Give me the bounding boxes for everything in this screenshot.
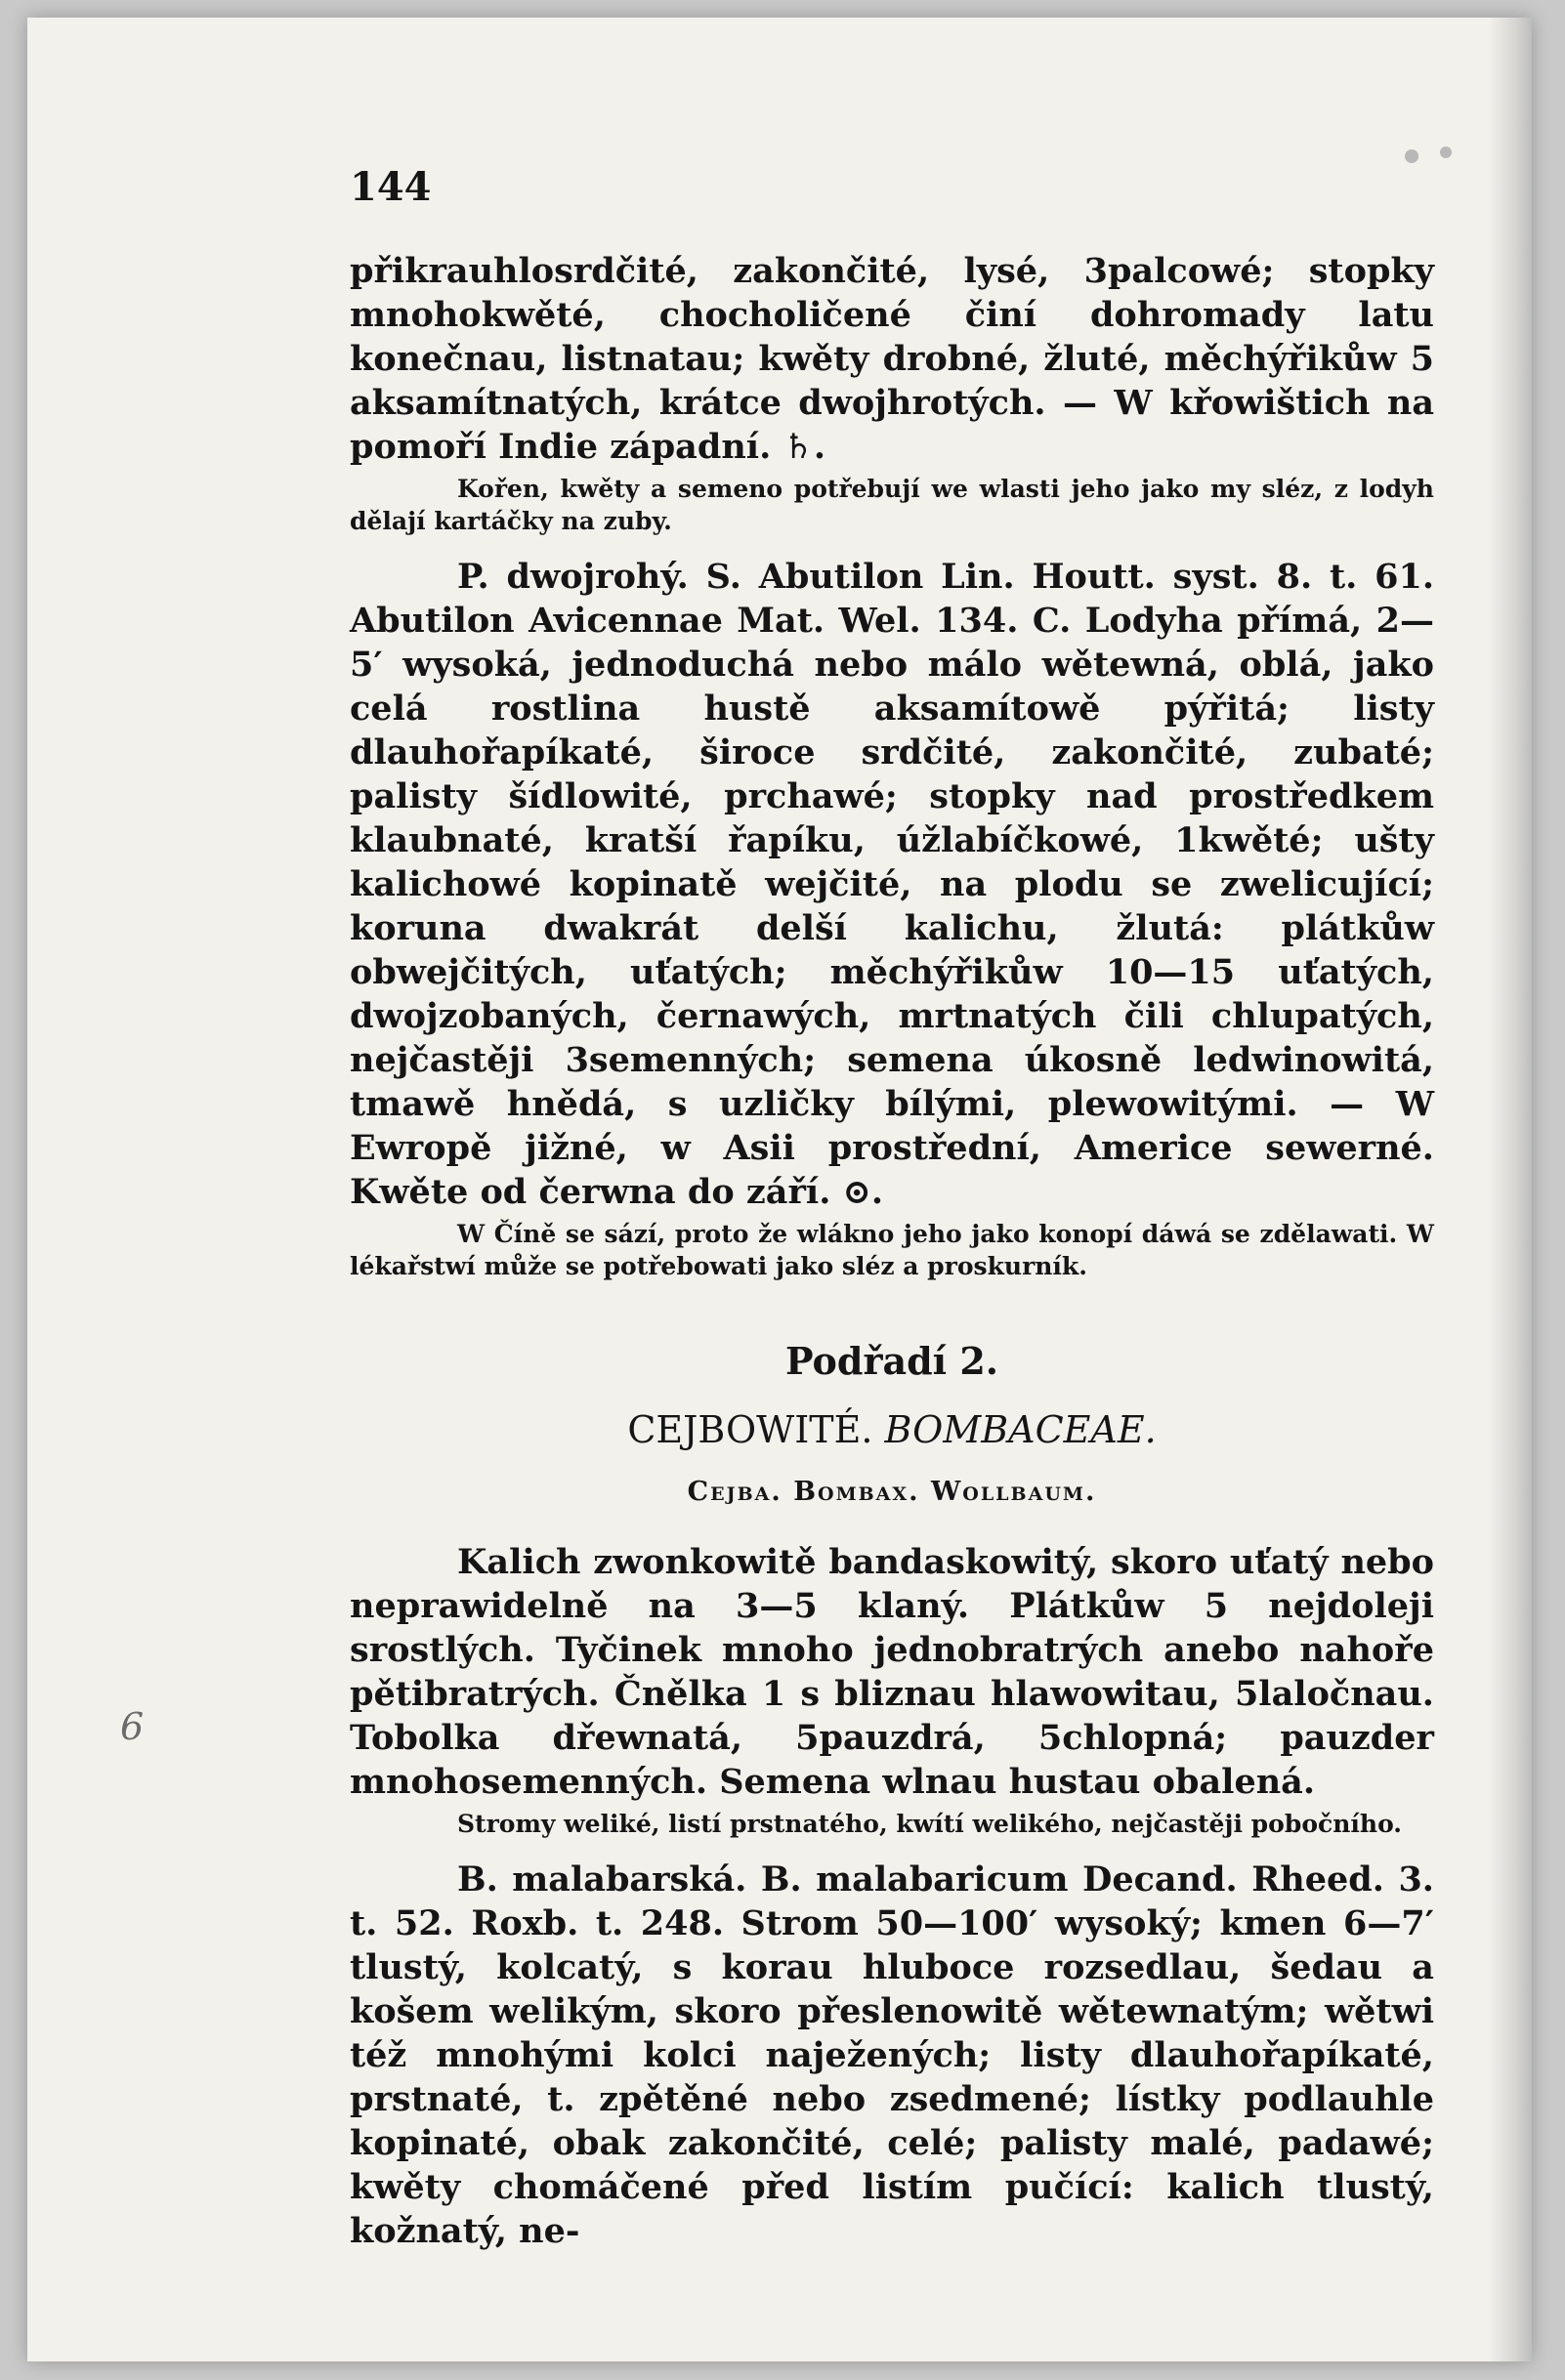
page-number: 144 <box>350 164 432 210</box>
note-usage-2: W Číně se sází, proto že wlákno jeho jako konopí dáwá se zdělawati. W lékařstwí může se potřebowati jako sléz a proskurník. <box>350 1220 1434 1280</box>
genus-heading: Cejba. Bombax. Wollbaum. <box>687 1477 1097 1507</box>
margin-handwritten-mark: 6 <box>120 1705 145 1748</box>
paragraph-continuation: přikrauhlosrdčité, zakončité, lysé, 3palcowé; stopky mnohokwěté, chocholičené činí dohromady latu konečnau, listnatau; kwěty drobné, žluté, měchýřikůw 5 aksamítnatých, krátce dwojhrotých. — W křowištich na pomoří Indie západní. ♄. <box>350 251 1434 467</box>
paragraph-species-bombax: B. malabarská. B. malabaricum Decand. Rheed. 3. t. 52. Roxb. t. 248. Strom 50—100′ wysoký; kmen 6—7′ tlustý, kolcatý, s korau hluboce rozsedlau, šedau a košem welikým, skoro přeslenowitě wětewnatým; wětwi též mnohými kolci naježených; listy dlauhořapíkaté, prstnaté, t. zpětěné nebo zsedmené; lístky podlauhle kopinaté, obak zakončité, celé; palisty malé, padawé; kwěty chomáčené před listím pučící: kalich tlustý, kožnatý, ne- <box>350 1859 1434 2251</box>
book-page <box>27 18 1532 2361</box>
page-edge-shadow <box>1489 18 1532 2361</box>
family-name-latin: BOMBACEAE. <box>884 1408 1157 1451</box>
paragraph-species-abutilon: P. dwojrohý. S. Abutilon Lin. Houtt. syst. 8. t. 61. Abutilon Avicennae Mat. Wel. 134. C. Lodyha přímá, 2—5′ wysoká, jednoduchá nebo málo wětewná, oblá, jako celá rostlina hustě aksamítowě pýřitá; listy dlauhořapíkaté, široce srdčité, zakončité, zubaté; palisty šídlowité, prchawé; stopky nad prostředkem klaubnaté, kratší řapíku, úžlabíčkowé, 1kwěté; ušty kalichowé kopinatě wejčité, na plodu se zwelicující; koruna dwakrát delší kalichu, žlutá: plátkůw obwejčitých, uťatých; měchýřikůw 10—15 uťatých, dwojzobaných, černawých, mrtnatých čili chlupatých, nejčastěji 3semenných; semena úkosně ledwinowitá, tmawě hnědá, s uzličky bílými, plewowitými. — W Ewropě jižné, w Asii prostřední, Americe sewerné. Kwěte od čerwna do září. ⊙. <box>350 557 1434 1212</box>
paragraph-genus-description: Kalich zwonkowitě bandaskowitý, skoro uťatý nebo neprawidelně na 3—5 klaný. Plátkůw 5 nejdoleji srostlých. Tyčinek mnoho jednobratrých anebo nahoře pětibratrých. Čnělka 1 s bliznau hlawowitau, 5laločnau. Tobolka dřewnatá, 5pauzdrá, 5chlopná; pauzder mnohosemenných. Semena wlnau hustau obalená. <box>350 1542 1434 1802</box>
paper-spot <box>1440 146 1452 158</box>
family-heading <box>350 1408 1434 1451</box>
subdivision-heading: Podřadí 2. <box>784 1339 999 1383</box>
family-name-czech: CEJBOWITÉ. <box>627 1408 873 1451</box>
paper-spot <box>1405 149 1418 163</box>
page-text-column <box>350 164 1434 2253</box>
note-usage-1: Kořen, kwěty a semeno potřebují we wlasti jeho jako my sléz, z lodyh dělají kartáčky na zuby. <box>350 475 1434 535</box>
note-genus: Stromy weliké, listí prstnatého, kwítí welikého, nejčastěji pobočního. <box>457 1810 1403 1838</box>
